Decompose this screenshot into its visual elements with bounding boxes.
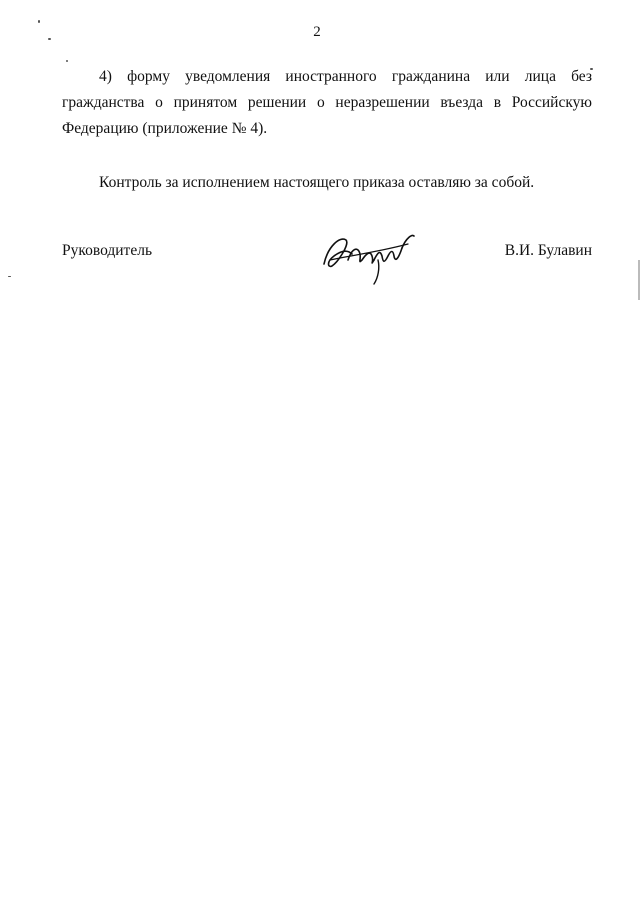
- scan-artifact: [66, 60, 68, 62]
- signature-block: [62, 238, 592, 286]
- page-number: 2: [313, 24, 321, 40]
- scan-artifact: [8, 276, 11, 277]
- signatory-title: Руководитель: [62, 242, 153, 259]
- scan-artifact: [38, 20, 40, 23]
- paragraph-control-statement: Контроль за исполнением настоящего приказа оставляю за собой.: [99, 174, 535, 191]
- paragraph-notification-form: 4) форму уведомления иностранного гражданина или лица без гражданства о принятом решении о неразрешении въезда в Российскую Федерацию (приложение № 4).: [62, 68, 592, 137]
- handwritten-signature: [318, 226, 418, 286]
- signatory-name: В.И. Булавин: [504, 242, 592, 259]
